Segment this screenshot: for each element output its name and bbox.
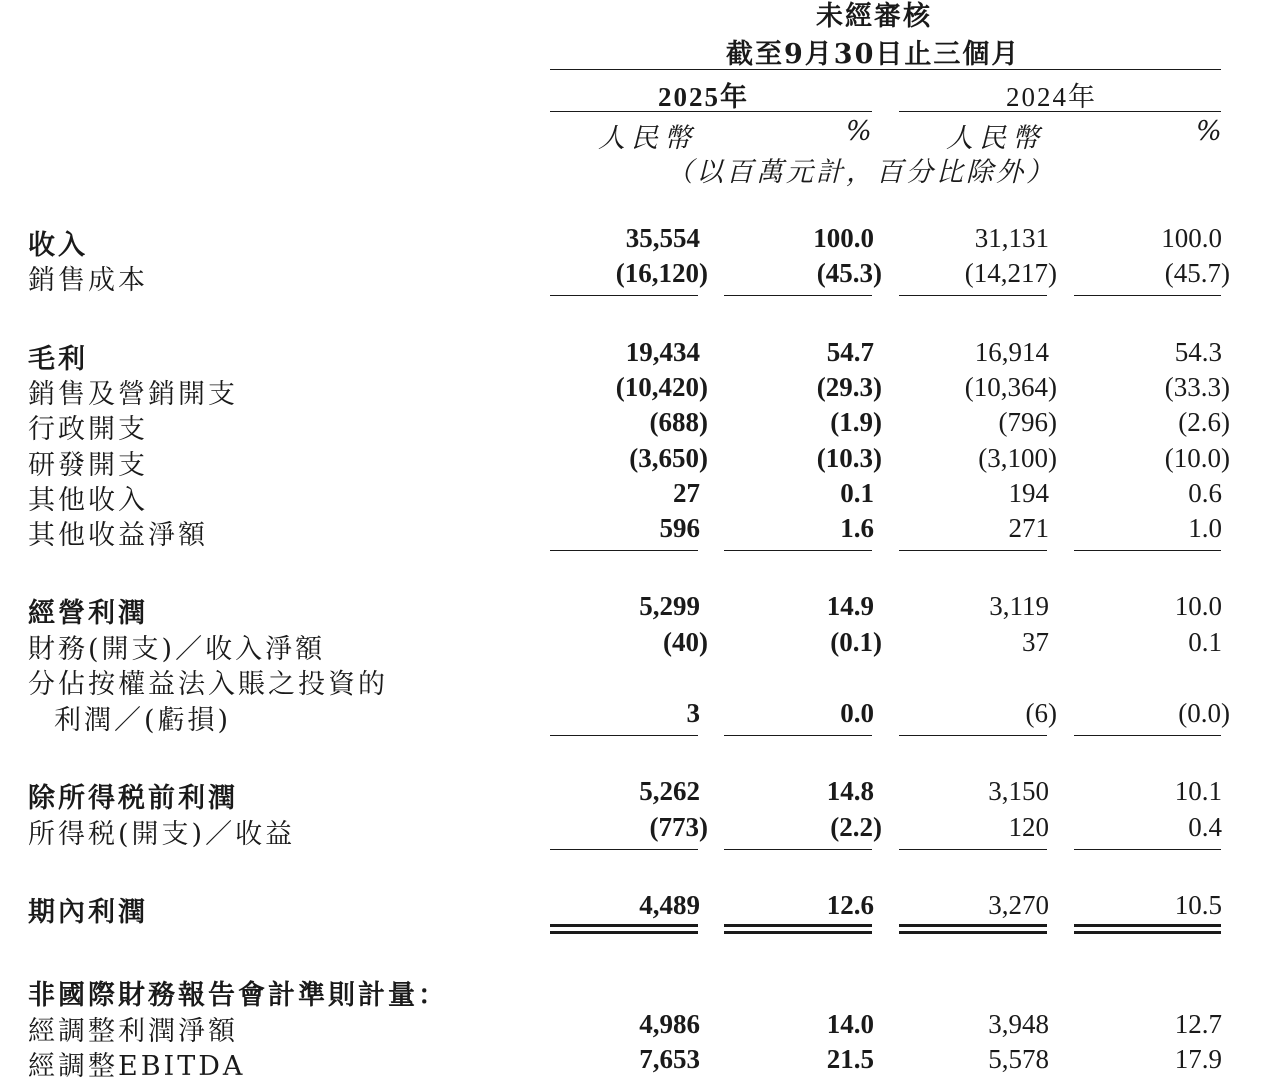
rule-after-other-gains (899, 550, 1047, 551)
other-income-2024-pct: 0.6 (1188, 478, 1222, 508)
rnd-2024-pct: (10.0) (1164, 443, 1230, 473)
row-label-cost-of-sales: 銷售成本 (28, 265, 148, 296)
rule-after-cost (899, 295, 1047, 296)
header-pct-2024: % (1196, 116, 1224, 147)
adj-net-profit-2024-pct: 12.7 (1174, 1009, 1222, 1039)
finance-net-2025-pct: (0.1) (830, 627, 882, 657)
row-label-finance-net: 財務(開支)／收入淨額 (28, 634, 326, 665)
gross-profit-2025-rmb: 19,434 (625, 337, 700, 367)
operating-profit-2025-pct: 14.9 (826, 591, 874, 621)
share-profit-2024-pct: (0.0) (1178, 698, 1230, 728)
rule-after-cost (724, 295, 872, 296)
selling-marketing-2025-pct: (29.3) (816, 372, 882, 402)
adj-ebitda-2024-pct: 17.9 (1174, 1044, 1222, 1074)
rule-after-other-gains (724, 550, 872, 551)
revenue-2024-pct: 100.0 (1161, 223, 1222, 253)
operating-profit-2024-rmb: 3,119 (989, 591, 1049, 621)
adj-ebitda-2025-rmb: 7,653 (639, 1044, 700, 1074)
profit-period-2025-rmb: 4,489 (639, 890, 700, 920)
header-rule-top (550, 69, 1221, 70)
income-tax-2024-pct: 0.4 (1188, 812, 1222, 842)
finance-net-2025-rmb: (40) (663, 627, 708, 657)
rule-after-share (724, 735, 872, 736)
other-income-2024-rmb: 194 (1008, 478, 1049, 508)
rule-after-tax (1074, 849, 1221, 850)
row-label-gross-profit: 毛利 (28, 344, 88, 375)
rule-after-share (1074, 735, 1221, 736)
other-gains-2024-pct: 1.0 (1188, 513, 1222, 543)
cost-of-sales-2024-pct: (45.7) (1164, 258, 1230, 288)
gross-profit-2024-rmb: 16,914 (974, 337, 1049, 367)
other-income-2025-rmb: 27 (673, 478, 700, 508)
header-period: 截至9月30日止三個月 (726, 39, 1021, 70)
rule-after-tax (899, 849, 1047, 850)
rule-after-other-gains (1074, 550, 1221, 551)
row-label-selling-marketing: 銷售及營銷開支 (28, 379, 238, 410)
selling-marketing-2025-rmb: (10,420) (615, 372, 708, 402)
rnd-2024-rmb: (3,100) (978, 443, 1057, 473)
double-rule-profit (724, 924, 872, 934)
double-rule-profit (550, 924, 698, 934)
row-label-revenue: 收入 (28, 230, 88, 261)
admin-2024-rmb: (796) (998, 407, 1057, 437)
other-gains-2024-rmb: 271 (1008, 513, 1049, 543)
header-unaudited: 未經審核 (816, 1, 932, 32)
pbt-2025-rmb: 5,262 (639, 776, 700, 806)
row-label-income-tax: 所得税(開支)／收益 (28, 819, 296, 850)
finance-net-2024-rmb: 37 (1022, 627, 1049, 657)
adj-net-profit-2024-rmb: 3,948 (988, 1009, 1049, 1039)
other-gains-2025-pct: 1.6 (840, 513, 874, 543)
income-tax-2025-rmb: (773) (649, 812, 708, 842)
row-label-adjusted-ebitda: 經調整EBITDA (28, 1051, 246, 1082)
row-label-share-profit-loss: 利潤／(虧損) (54, 705, 232, 736)
other-income-2025-pct: 0.1 (840, 478, 874, 508)
adj-net-profit-2025-rmb: 4,986 (639, 1009, 700, 1039)
double-rule-profit (1074, 924, 1221, 934)
pbt-2024-rmb: 3,150 (988, 776, 1049, 806)
share-profit-2025-rmb: 3 (686, 698, 700, 728)
adj-net-profit-2025-pct: 14.0 (826, 1009, 874, 1039)
header-year-2025: 2025年 (658, 82, 749, 112)
row-label-profit-before-tax: 除所得税前利潤 (28, 783, 238, 814)
cost-of-sales-2025-rmb: (16,120) (615, 258, 708, 288)
row-label-admin: 行政開支 (28, 414, 148, 445)
rule-after-tax (550, 849, 698, 850)
income-tax-2024-rmb: 120 (1008, 812, 1049, 842)
rnd-2025-rmb: (3,650) (629, 443, 708, 473)
header-rule-2024 (899, 111, 1221, 112)
income-tax-2025-pct: (2.2) (830, 812, 882, 842)
admin-2025-pct: (1.9) (830, 407, 882, 437)
section-non-ifrs: 非國際財務報告會計準則計量： (28, 980, 448, 1011)
admin-2024-pct: (2.6) (1178, 407, 1230, 437)
row-label-operating-profit: 經營利潤 (28, 598, 148, 629)
row-label-share-of-investments: 分佔按權益法入賬之投資的 (28, 669, 388, 700)
selling-marketing-2024-rmb: (10,364) (964, 372, 1057, 402)
cost-of-sales-2025-pct: (45.3) (816, 258, 882, 288)
header-rmb-2024: 人民幣 (946, 123, 1045, 154)
revenue-2024-rmb: 31,131 (974, 223, 1049, 253)
header-unit-note: （以百萬元計，百分比除外） (666, 157, 1056, 188)
rule-after-tax (724, 849, 872, 850)
revenue-2025-pct: 100.0 (813, 223, 874, 253)
profit-period-2024-rmb: 3,270 (988, 890, 1049, 920)
row-label-other-income: 其他收入 (28, 485, 148, 516)
header-pct-2025: % (846, 116, 874, 147)
header-rmb-2025: 人民幣 (598, 123, 697, 154)
revenue-2025-rmb: 35,554 (625, 223, 700, 253)
row-label-profit-for-period: 期內利潤 (28, 897, 148, 928)
gross-profit-2024-pct: 54.3 (1174, 337, 1222, 367)
other-gains-2025-rmb: 596 (659, 513, 700, 543)
share-profit-2025-pct: 0.0 (840, 698, 874, 728)
operating-profit-2025-rmb: 5,299 (639, 591, 700, 621)
rule-after-share (899, 735, 1047, 736)
row-label-other-gains: 其他收益淨額 (28, 520, 208, 551)
rule-after-other-gains (550, 550, 698, 551)
admin-2025-rmb: (688) (649, 407, 708, 437)
gross-profit-2025-pct: 54.7 (826, 337, 874, 367)
operating-profit-2024-pct: 10.0 (1174, 591, 1222, 621)
pbt-2024-pct: 10.1 (1174, 776, 1222, 806)
rule-after-cost (1074, 295, 1221, 296)
selling-marketing-2024-pct: (33.3) (1164, 372, 1230, 402)
profit-period-2024-pct: 10.5 (1174, 890, 1222, 920)
double-rule-profit (899, 924, 1047, 934)
cost-of-sales-2024-rmb: (14,217) (964, 258, 1057, 288)
adj-ebitda-2024-rmb: 5,578 (988, 1044, 1049, 1074)
share-profit-2024-rmb: (6) (1025, 698, 1057, 728)
header-rule-2025 (550, 111, 872, 112)
finance-net-2024-pct: 0.1 (1188, 627, 1222, 657)
row-label-rnd: 研發開支 (28, 450, 148, 481)
rule-after-share (550, 735, 698, 736)
profit-period-2025-pct: 12.6 (826, 890, 874, 920)
rnd-2025-pct: (10.3) (816, 443, 882, 473)
row-label-adjusted-net-profit: 經調整利潤淨額 (28, 1016, 238, 1047)
pbt-2025-pct: 14.8 (826, 776, 874, 806)
adj-ebitda-2025-pct: 21.5 (826, 1044, 874, 1074)
rule-after-cost (550, 295, 698, 296)
header-year-2024: 2024年 (1006, 82, 1097, 112)
